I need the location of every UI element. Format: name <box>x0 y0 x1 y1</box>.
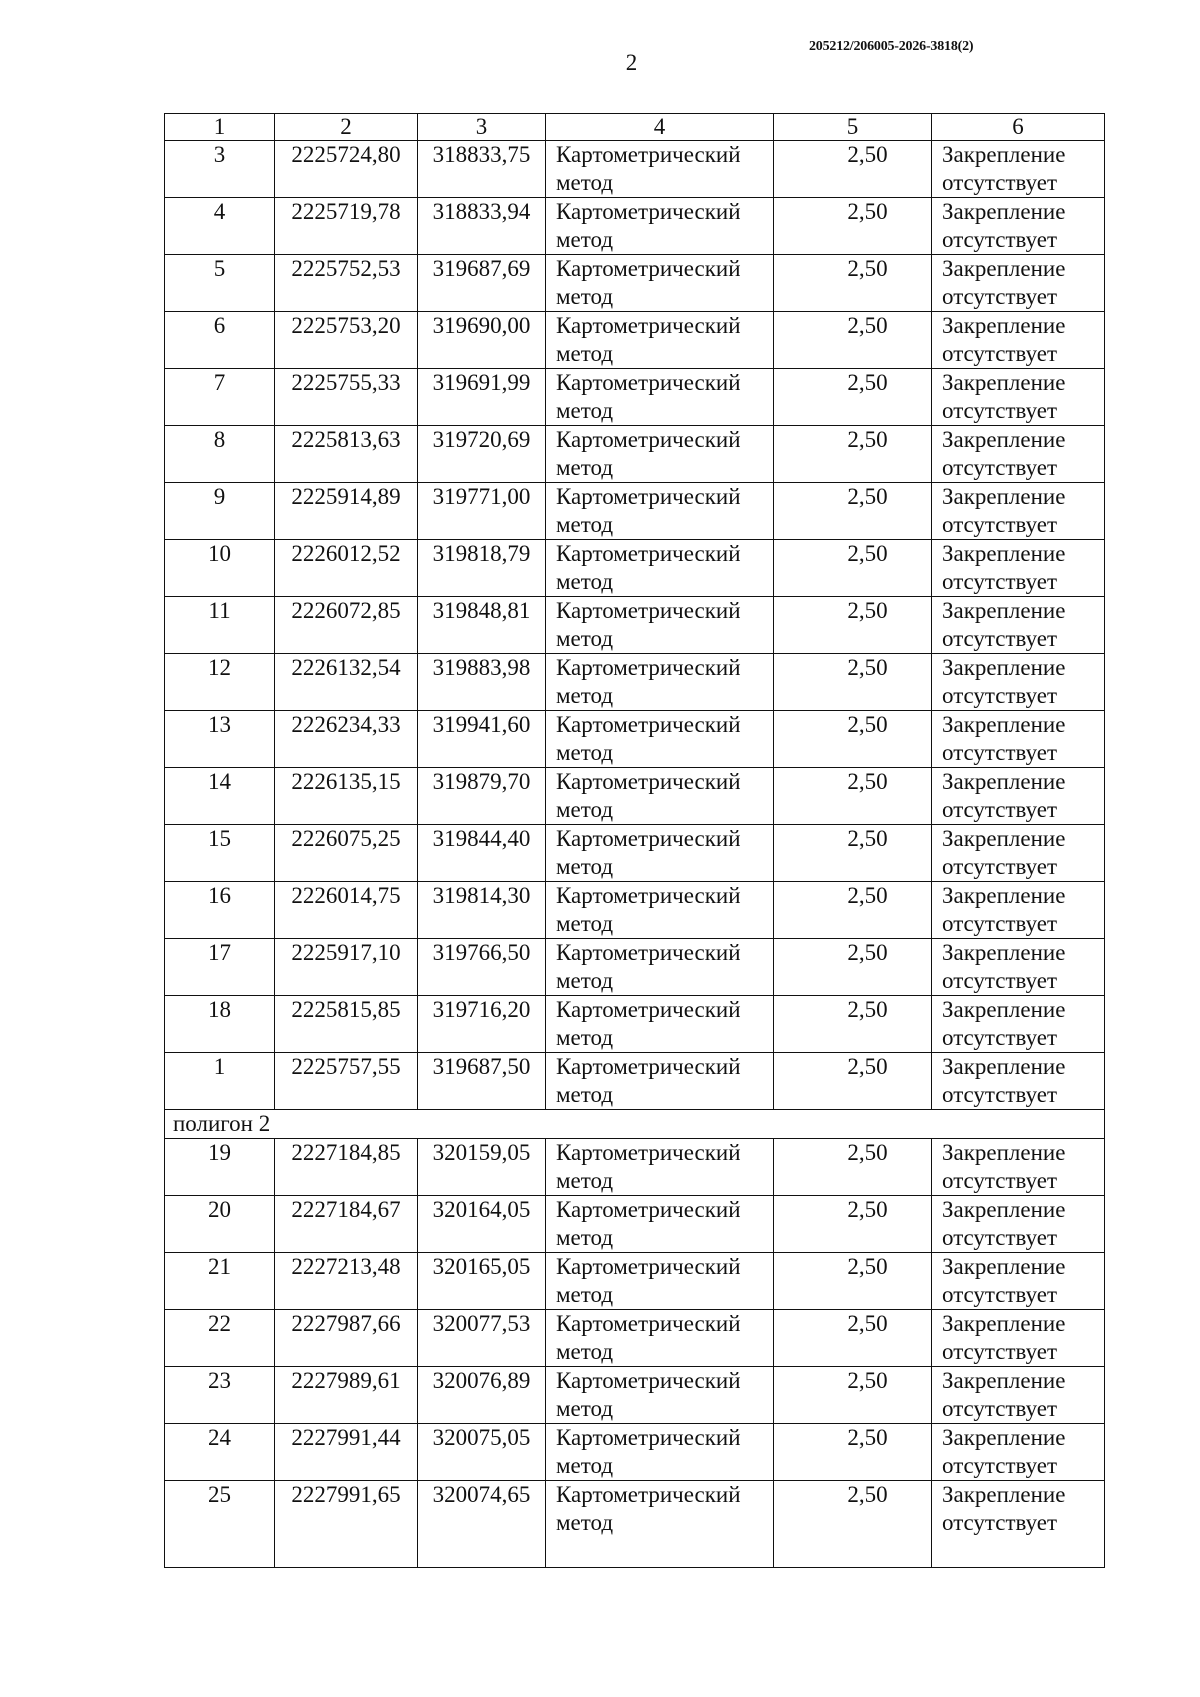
method-cell-line-1: Картометрический <box>556 1140 741 1165</box>
marking-cell-line-1: Закрепление <box>942 1368 1066 1393</box>
marking-cell-line-1: Закрепление <box>942 769 1066 794</box>
table-body <box>165 141 1105 1568</box>
marking-cell-line-1: Закрепление <box>942 1482 1066 1507</box>
column-header-5: 5 <box>774 114 932 141</box>
marking-cell-line-2: отсутствует <box>942 1339 1058 1364</box>
marking-cell <box>932 654 1105 711</box>
marking-cell-line-1: Закрепление <box>942 1254 1066 1279</box>
y-coordinate-cell: 319687,50 <box>418 1053 546 1110</box>
point-number-cell: 21 <box>165 1253 275 1310</box>
error-cell: 2,50 <box>774 1053 932 1110</box>
marking-cell-line-2: отсутствует <box>942 911 1058 936</box>
marking-cell <box>932 939 1105 996</box>
error-cell: 2,50 <box>774 768 932 825</box>
marking-cell-line-2: отсутствует <box>942 1025 1058 1050</box>
marking-cell <box>932 540 1105 597</box>
method-cell-line-2: метод <box>556 1225 614 1250</box>
method-cell <box>546 1367 774 1424</box>
marking-cell <box>932 1053 1105 1110</box>
method-cell <box>546 1196 774 1253</box>
y-coordinate-cell: 319720,69 <box>418 426 546 483</box>
x-coordinate-cell: 2225917,10 <box>275 939 418 996</box>
method-cell <box>546 1481 774 1568</box>
method-cell-line-2: метод <box>556 512 614 537</box>
y-coordinate-cell: 319687,69 <box>418 255 546 312</box>
method-cell-line-1: Картометрический <box>556 256 741 281</box>
method-cell-line-1: Картометрический <box>556 883 741 908</box>
error-cell: 2,50 <box>774 483 932 540</box>
marking-cell-line-1: Закрепление <box>942 142 1066 167</box>
table-header <box>165 114 1105 141</box>
error-cell: 2,50 <box>774 711 932 768</box>
error-cell: 2,50 <box>774 1196 932 1253</box>
method-cell <box>546 825 774 882</box>
marking-cell-line-2: отсутствует <box>942 512 1058 537</box>
error-cell: 2,50 <box>774 540 932 597</box>
y-coordinate-cell: 318833,94 <box>418 198 546 255</box>
error-cell: 2,50 <box>774 426 932 483</box>
marking-cell <box>932 1367 1105 1424</box>
marking-cell-line-2: отсутствует <box>942 740 1058 765</box>
method-cell-line-2: метод <box>556 455 614 480</box>
y-coordinate-cell: 320165,05 <box>418 1253 546 1310</box>
point-number-cell: 23 <box>165 1367 275 1424</box>
x-coordinate-cell: 2227213,48 <box>275 1253 418 1310</box>
x-coordinate-cell: 2225753,20 <box>275 312 418 369</box>
table-row <box>165 711 1105 768</box>
y-coordinate-cell: 319716,20 <box>418 996 546 1053</box>
y-coordinate-cell: 319941,60 <box>418 711 546 768</box>
marking-cell-line-2: отсутствует <box>942 1082 1058 1107</box>
method-cell <box>546 711 774 768</box>
method-cell-line-2: метод <box>556 398 614 423</box>
x-coordinate-cell: 2227987,66 <box>275 1310 418 1367</box>
y-coordinate-cell: 319691,99 <box>418 369 546 426</box>
error-cell: 2,50 <box>774 255 932 312</box>
marking-cell-line-1: Закрепление <box>942 1425 1066 1450</box>
method-cell <box>546 1053 774 1110</box>
error-cell: 2,50 <box>774 1310 932 1367</box>
marking-cell-line-2: отсутствует <box>942 968 1058 993</box>
marking-cell-line-2: отсутствует <box>942 1225 1058 1250</box>
method-cell-line-2: метод <box>556 854 614 879</box>
y-coordinate-cell: 319818,79 <box>418 540 546 597</box>
marking-cell-line-1: Закрепление <box>942 883 1066 908</box>
method-cell-line-1: Картометрический <box>556 1054 741 1079</box>
method-cell-line-1: Картометрический <box>556 1254 741 1279</box>
point-number-cell: 17 <box>165 939 275 996</box>
marking-cell-line-1: Закрепление <box>942 940 1066 965</box>
method-cell <box>546 882 774 939</box>
marking-cell <box>932 369 1105 426</box>
y-coordinate-cell: 319844,40 <box>418 825 546 882</box>
method-cell <box>546 255 774 312</box>
column-header-3: 3 <box>418 114 546 141</box>
y-coordinate-cell: 320159,05 <box>418 1139 546 1196</box>
method-cell-line-2: метод <box>556 1168 614 1193</box>
y-coordinate-cell: 320164,05 <box>418 1196 546 1253</box>
polygon-section-row <box>165 1110 1105 1139</box>
method-cell-line-1: Картометрический <box>556 199 741 224</box>
marking-cell-line-1: Закрепление <box>942 1054 1066 1079</box>
point-number-cell: 19 <box>165 1139 275 1196</box>
marking-cell-line-2: отсутствует <box>942 1396 1058 1421</box>
marking-cell <box>932 1310 1105 1367</box>
method-cell-line-2: метод <box>556 227 614 252</box>
y-coordinate-cell: 320074,65 <box>418 1481 546 1568</box>
table-row <box>165 768 1105 825</box>
coordinates-table <box>164 113 1105 1568</box>
point-number-cell: 22 <box>165 1310 275 1367</box>
y-coordinate-cell: 319690,00 <box>418 312 546 369</box>
method-cell-line-2: метод <box>556 569 614 594</box>
method-cell <box>546 1310 774 1367</box>
table-row <box>165 540 1105 597</box>
marking-cell-line-1: Закрепление <box>942 997 1066 1022</box>
x-coordinate-cell: 2225815,85 <box>275 996 418 1053</box>
method-cell-line-2: метод <box>556 797 614 822</box>
method-cell-line-2: метод <box>556 1025 614 1050</box>
table-row <box>165 483 1105 540</box>
method-cell-line-2: метод <box>556 683 614 708</box>
table-row <box>165 426 1105 483</box>
method-cell-line-1: Картометрический <box>556 940 741 965</box>
table-row <box>165 141 1105 198</box>
method-cell-line-1: Картометрический <box>556 313 741 338</box>
marking-cell-line-2: отсутствует <box>942 341 1058 366</box>
point-number-cell: 25 <box>165 1481 275 1568</box>
page-number: 2 <box>625 50 638 75</box>
method-cell-line-1: Картометрический <box>556 997 741 1022</box>
method-cell-line-2: метод <box>556 1396 614 1421</box>
table-row <box>165 1196 1105 1253</box>
marking-cell <box>932 1481 1105 1568</box>
table-row <box>165 882 1105 939</box>
marking-cell <box>932 882 1105 939</box>
marking-cell-line-2: отсутствует <box>942 1282 1058 1307</box>
y-coordinate-cell: 319766,50 <box>418 939 546 996</box>
table-row <box>165 312 1105 369</box>
x-coordinate-cell: 2225755,33 <box>275 369 418 426</box>
marking-cell-line-2: отсутствует <box>942 797 1058 822</box>
method-cell-line-1: Картометрический <box>556 1482 741 1507</box>
method-cell-line-2: метод <box>556 911 614 936</box>
method-cell <box>546 369 774 426</box>
x-coordinate-cell: 2227991,44 <box>275 1424 418 1481</box>
x-coordinate-cell: 2226135,15 <box>275 768 418 825</box>
x-coordinate-cell: 2227989,61 <box>275 1367 418 1424</box>
table-row <box>165 1481 1105 1568</box>
marking-cell-line-2: отсутствует <box>942 227 1058 252</box>
table-row <box>165 255 1105 312</box>
marking-cell-line-2: отсутствует <box>942 854 1058 879</box>
x-coordinate-cell: 2226132,54 <box>275 654 418 711</box>
method-cell <box>546 939 774 996</box>
table-row <box>165 1253 1105 1310</box>
method-cell-line-1: Картометрический <box>556 1197 741 1222</box>
column-header-6: 6 <box>932 114 1105 141</box>
method-cell-line-2: метод <box>556 284 614 309</box>
error-cell: 2,50 <box>774 939 932 996</box>
marking-cell <box>932 597 1105 654</box>
marking-cell-line-1: Закрепление <box>942 370 1066 395</box>
y-coordinate-cell: 320076,89 <box>418 1367 546 1424</box>
method-cell-line-2: метод <box>556 740 614 765</box>
method-cell <box>546 768 774 825</box>
x-coordinate-cell: 2225724,80 <box>275 141 418 198</box>
method-cell-line-2: метод <box>556 170 614 195</box>
method-cell-line-2: метод <box>556 1282 614 1307</box>
table-row <box>165 1424 1105 1481</box>
x-coordinate-cell: 2226075,25 <box>275 825 418 882</box>
method-cell-line-1: Картометрический <box>556 712 741 737</box>
error-cell: 2,50 <box>774 1253 932 1310</box>
table-row <box>165 198 1105 255</box>
table-row <box>165 1310 1105 1367</box>
point-number-cell: 16 <box>165 882 275 939</box>
method-cell-line-1: Картометрический <box>556 1368 741 1393</box>
point-number-cell: 15 <box>165 825 275 882</box>
marking-cell <box>932 255 1105 312</box>
marking-cell-line-1: Закрепление <box>942 1197 1066 1222</box>
method-cell-line-1: Картометрический <box>556 484 741 509</box>
marking-cell-line-2: отсутствует <box>942 398 1058 423</box>
method-cell <box>546 996 774 1053</box>
marking-cell-line-2: отсутствует <box>942 284 1058 309</box>
error-cell: 2,50 <box>774 882 932 939</box>
error-cell: 2,50 <box>774 825 932 882</box>
marking-cell <box>932 1253 1105 1310</box>
point-number-cell: 1 <box>165 1053 275 1110</box>
method-cell-line-1: Картометрический <box>556 142 741 167</box>
method-cell-line-2: метод <box>556 1453 614 1478</box>
marking-cell-line-2: отсутствует <box>942 569 1058 594</box>
document-number: 205212/206005-2026-3818(2) <box>809 39 974 54</box>
method-cell-line-2: метод <box>556 1082 614 1107</box>
marking-cell-line-1: Закрепление <box>942 199 1066 224</box>
table-row <box>165 654 1105 711</box>
point-number-cell: 4 <box>165 198 275 255</box>
marking-cell-line-1: Закрепление <box>942 541 1066 566</box>
point-number-cell: 13 <box>165 711 275 768</box>
table-row <box>165 1367 1105 1424</box>
point-number-cell: 9 <box>165 483 275 540</box>
marking-cell-line-1: Закрепление <box>942 712 1066 737</box>
method-cell <box>546 312 774 369</box>
table-row <box>165 825 1105 882</box>
method-cell-line-2: метод <box>556 341 614 366</box>
method-cell-line-1: Картометрический <box>556 655 741 680</box>
error-cell: 2,50 <box>774 654 932 711</box>
y-coordinate-cell: 319771,00 <box>418 483 546 540</box>
error-cell: 2,50 <box>774 1481 932 1568</box>
y-coordinate-cell: 319848,81 <box>418 597 546 654</box>
marking-cell <box>932 1139 1105 1196</box>
x-coordinate-cell: 2226014,75 <box>275 882 418 939</box>
x-coordinate-cell: 2225719,78 <box>275 198 418 255</box>
table-row <box>165 1053 1105 1110</box>
marking-cell-line-2: отсутствует <box>942 170 1058 195</box>
header-row <box>165 114 1105 141</box>
y-coordinate-cell: 318833,75 <box>418 141 546 198</box>
marking-cell <box>932 141 1105 198</box>
y-coordinate-cell: 319879,70 <box>418 768 546 825</box>
x-coordinate-cell: 2227184,67 <box>275 1196 418 1253</box>
table-row <box>165 1139 1105 1196</box>
column-header-2: 2 <box>275 114 418 141</box>
marking-cell-line-2: отсутствует <box>942 1510 1058 1535</box>
marking-cell <box>932 996 1105 1053</box>
method-cell <box>546 540 774 597</box>
error-cell: 2,50 <box>774 597 932 654</box>
marking-cell-line-2: отсутствует <box>942 626 1058 651</box>
y-coordinate-cell: 320075,05 <box>418 1424 546 1481</box>
x-coordinate-cell: 2225757,55 <box>275 1053 418 1110</box>
marking-cell-line-1: Закрепление <box>942 598 1066 623</box>
marking-cell-line-1: Закрепление <box>942 655 1066 680</box>
point-number-cell: 20 <box>165 1196 275 1253</box>
y-coordinate-cell: 319814,30 <box>418 882 546 939</box>
method-cell-line-2: метод <box>556 1510 614 1535</box>
method-cell-line-1: Картометрический <box>556 598 741 623</box>
marking-cell-line-1: Закрепление <box>942 826 1066 851</box>
column-header-1: 1 <box>165 114 275 141</box>
column-header-4: 4 <box>546 114 774 141</box>
point-number-cell: 7 <box>165 369 275 426</box>
point-number-cell: 8 <box>165 426 275 483</box>
marking-cell-line-1: Закрепление <box>942 256 1066 281</box>
marking-cell <box>932 312 1105 369</box>
marking-cell <box>932 483 1105 540</box>
method-cell <box>546 1139 774 1196</box>
x-coordinate-cell: 2226072,85 <box>275 597 418 654</box>
marking-cell-line-1: Закрепление <box>942 1311 1066 1336</box>
marking-cell <box>932 825 1105 882</box>
method-cell-line-2: метод <box>556 626 614 651</box>
marking-cell <box>932 711 1105 768</box>
point-number-cell: 3 <box>165 141 275 198</box>
method-cell <box>546 198 774 255</box>
marking-cell <box>932 1424 1105 1481</box>
table-row <box>165 996 1105 1053</box>
x-coordinate-cell: 2227991,65 <box>275 1481 418 1568</box>
method-cell-line-1: Картометрический <box>556 370 741 395</box>
marking-cell-line-2: отсутствует <box>942 1453 1058 1478</box>
marking-cell-line-2: отсутствует <box>942 683 1058 708</box>
error-cell: 2,50 <box>774 1139 932 1196</box>
marking-cell-line-2: отсутствует <box>942 455 1058 480</box>
point-number-cell: 6 <box>165 312 275 369</box>
method-cell <box>546 597 774 654</box>
x-coordinate-cell: 2225752,53 <box>275 255 418 312</box>
point-number-cell: 24 <box>165 1424 275 1481</box>
method-cell-line-1: Картометрический <box>556 769 741 794</box>
point-number-cell: 11 <box>165 597 275 654</box>
polygon-label: полигон 2 <box>165 1110 1105 1139</box>
method-cell <box>546 426 774 483</box>
table-row <box>165 597 1105 654</box>
marking-cell-line-1: Закрепление <box>942 313 1066 338</box>
error-cell: 2,50 <box>774 369 932 426</box>
x-coordinate-cell: 2227184,85 <box>275 1139 418 1196</box>
method-cell <box>546 141 774 198</box>
method-cell <box>546 1253 774 1310</box>
method-cell-line-2: метод <box>556 1339 614 1364</box>
error-cell: 2,50 <box>774 1424 932 1481</box>
method-cell <box>546 654 774 711</box>
point-number-cell: 12 <box>165 654 275 711</box>
error-cell: 2,50 <box>774 1367 932 1424</box>
error-cell: 2,50 <box>774 312 932 369</box>
error-cell: 2,50 <box>774 996 932 1053</box>
marking-cell <box>932 768 1105 825</box>
method-cell-line-1: Картометрический <box>556 1425 741 1450</box>
point-number-cell: 14 <box>165 768 275 825</box>
method-cell <box>546 1424 774 1481</box>
y-coordinate-cell: 319883,98 <box>418 654 546 711</box>
marking-cell-line-1: Закрепление <box>942 1140 1066 1165</box>
method-cell-line-1: Картометрический <box>556 427 741 452</box>
method-cell <box>546 483 774 540</box>
x-coordinate-cell: 2226234,33 <box>275 711 418 768</box>
x-coordinate-cell: 2225914,89 <box>275 483 418 540</box>
table-row <box>165 369 1105 426</box>
marking-cell <box>932 1196 1105 1253</box>
marking-cell <box>932 198 1105 255</box>
error-cell: 2,50 <box>774 141 932 198</box>
point-number-cell: 10 <box>165 540 275 597</box>
marking-cell-line-1: Закрепление <box>942 427 1066 452</box>
y-coordinate-cell: 320077,53 <box>418 1310 546 1367</box>
point-number-cell: 18 <box>165 996 275 1053</box>
method-cell-line-1: Картометрический <box>556 1311 741 1336</box>
error-cell: 2,50 <box>774 198 932 255</box>
x-coordinate-cell: 2225813,63 <box>275 426 418 483</box>
marking-cell <box>932 426 1105 483</box>
method-cell-line-2: метод <box>556 968 614 993</box>
point-number-cell: 5 <box>165 255 275 312</box>
method-cell-line-1: Картометрический <box>556 541 741 566</box>
marking-cell-line-1: Закрепление <box>942 484 1066 509</box>
table-row <box>165 939 1105 996</box>
marking-cell-line-2: отсутствует <box>942 1168 1058 1193</box>
x-coordinate-cell: 2226012,52 <box>275 540 418 597</box>
method-cell-line-1: Картометрический <box>556 826 741 851</box>
